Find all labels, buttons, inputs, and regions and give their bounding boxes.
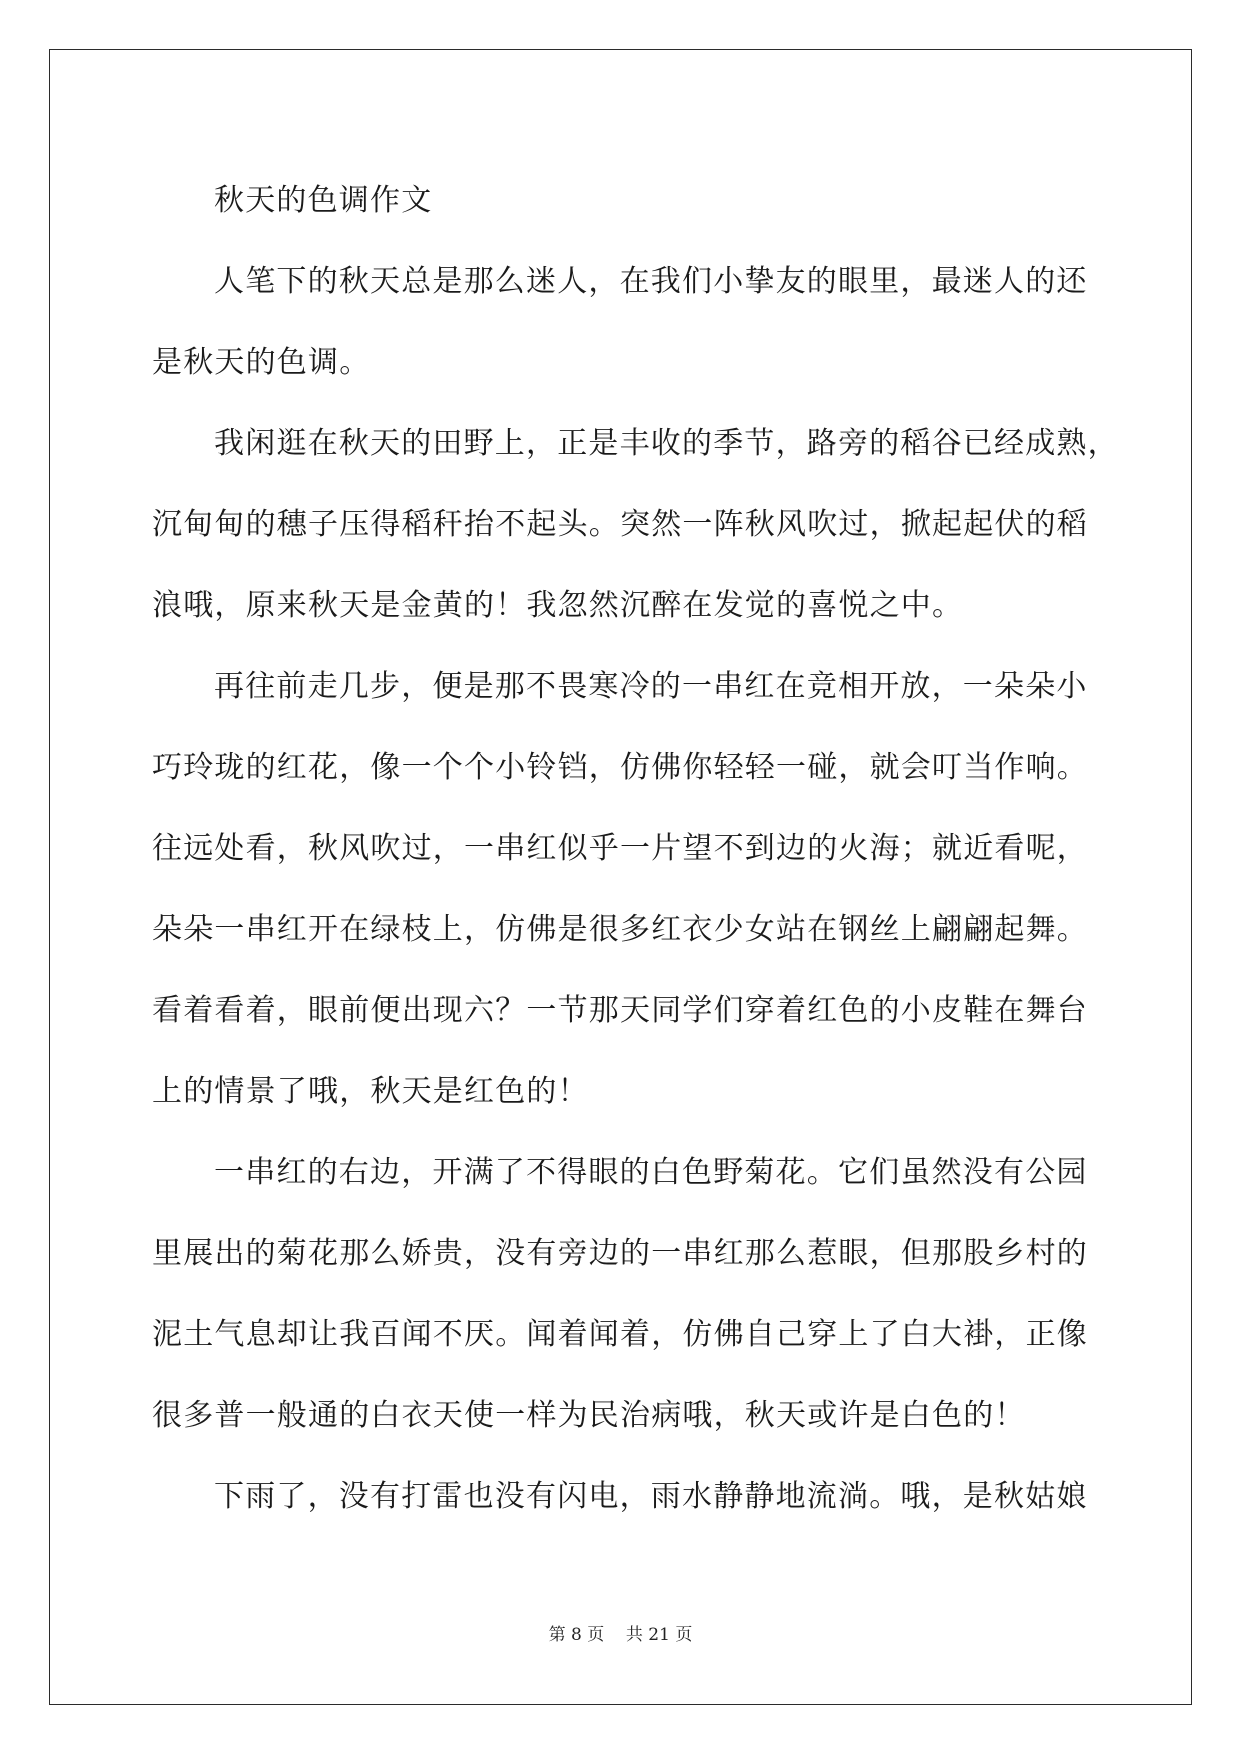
page-number: 第 8 页 共 21 页 [548, 1625, 693, 1645]
paragraph-line: 是秋天的色调。 [152, 345, 371, 380]
paragraph-line: 里展出的菊花那么娇贵，没有旁边的一串红那么惹眼，但那股乡村的 [152, 1236, 1088, 1271]
paragraph-line: 巧玲珑的红花，像一个个小铃铛，仿佛你轻轻一碰，就会叮当作响。 [152, 750, 1088, 785]
paragraph-line: 往远处看，秋风吹过，一串红似乎一片望不到边的火海；就近看呢， [152, 831, 1088, 866]
paragraph-line: 人笔下的秋天总是那么迷人，在我们小挚友的眼里，最迷人的还 [214, 264, 1088, 299]
document-body [152, 160, 1119, 1537]
paragraph-line: 朵朵一串红开在绿枝上，仿佛是很多红衣少女站在钢丝上翩翩起舞。 [152, 912, 1088, 947]
paragraph-line: 看着看着，眼前便出现六？一节那天同学们穿着红色的小皮鞋在舞台 [152, 993, 1088, 1028]
document-title: 秋天的色调作文 [214, 183, 433, 218]
paragraph-line: 泥土气息却让我百闻不厌。闻着闻着，仿佛自己穿上了白大褂，正像 [152, 1317, 1088, 1352]
paragraph-line: 很多普一般通的白衣天使一样为民治病哦，秋天或许是白色的！ [152, 1398, 1026, 1433]
paragraph-line: 再往前走几步，便是那不畏寒冷的一串红在竞相开放，一朵朵小 [214, 669, 1088, 704]
paragraph-line: 下雨了，没有打雷也没有闪电，雨水静静地流淌。哦，是秋姑娘 [214, 1479, 1088, 1514]
paragraph-line: 浪哦，原来秋天是金黄的！我忽然沉醉在发觉的喜悦之中。 [152, 588, 964, 623]
paragraph-line: 我闲逛在秋天的田野上，正是丰收的季节，路旁的稻谷已经成熟， [214, 426, 1119, 461]
paragraph-line: 沉甸甸的穗子压得稻秆抬不起头。突然一阵秋风吹过，掀起起伏的稻 [152, 507, 1088, 542]
paragraph-line: 一串红的右边，开满了不得眼的白色野菊花。它们虽然没有公园 [214, 1155, 1088, 1190]
paragraph-line: 上的情景了哦，秋天是红色的！ [152, 1074, 589, 1109]
